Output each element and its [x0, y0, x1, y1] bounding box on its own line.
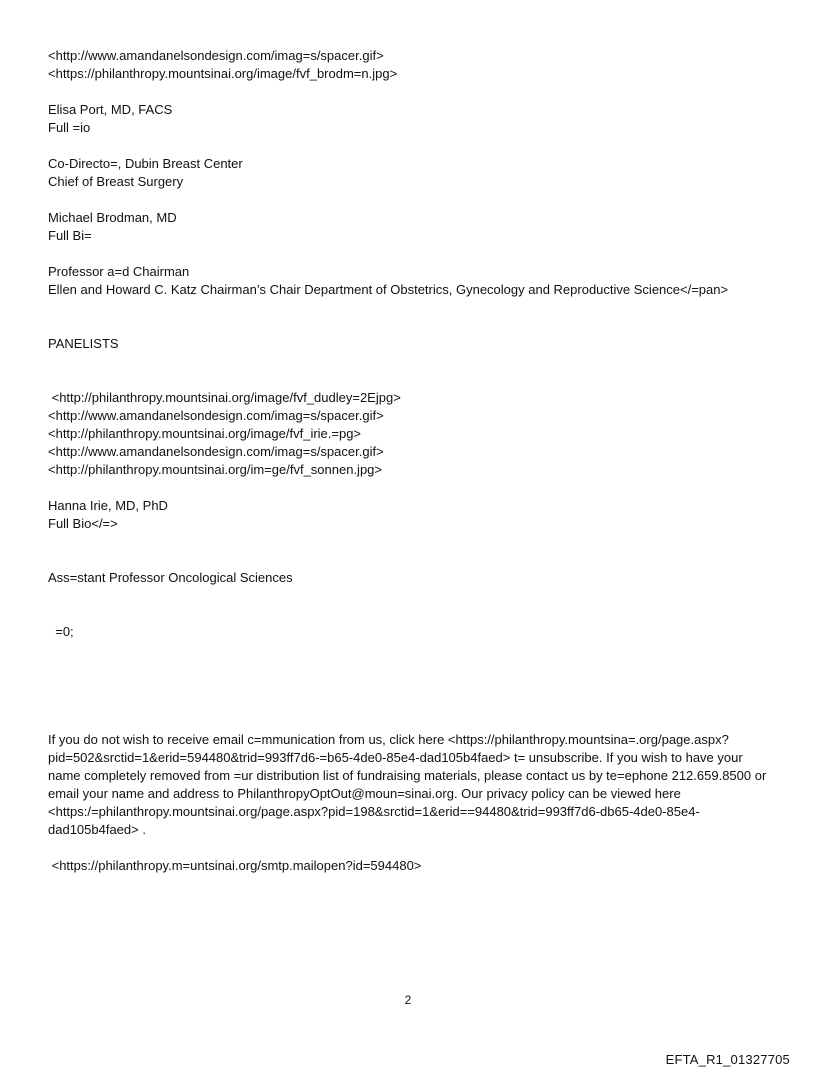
bates-number: EFTA_R1_01327705: [665, 1052, 790, 1067]
email-body: [48, 47, 778, 875]
mailopen-tracking-link[interactable]: <https://philanthropy.m=untsinai.org/smtp.mailopen?id=594480>: [48, 858, 422, 873]
panelist1-name: Hanna Irie, MD, PhD: [48, 498, 168, 513]
host1-title-1: Co-Directo=, Dubin Breast Center: [48, 156, 243, 171]
panelist1-bio-link[interactable]: Full Bio</=>: [48, 516, 118, 531]
panelist1-title: Ass=stant Professor Oncological Sciences: [48, 570, 293, 585]
spacer-image-link[interactable]: <http://www.amandanelsondesign.com/imag=s/spacer.gif>: [48, 444, 384, 459]
page-number: 2: [404, 993, 412, 1007]
host1-title-2: Chief of Breast Surgery: [48, 174, 184, 189]
host1-name: Elisa Port, MD, FACS: [48, 102, 173, 117]
host1-bio-link[interactable]: Full =io: [48, 120, 91, 135]
spacer-image-link[interactable]: <http://www.amandanelsondesign.com/imag=s/spacer.gif>: [48, 408, 384, 423]
host2-bio-link[interactable]: Full Bi=: [48, 228, 92, 243]
host2-name: Michael Brodman, MD: [48, 210, 177, 225]
dudley-image-link[interactable]: <http://philanthropy.mountsinai.org/image/fvf_dudley=2Ejpg>: [48, 390, 401, 405]
host2-title-2: Ellen and Howard C. Katz Chairman’s Chair Department of Obstetrics, Gynecology and Reproductive Science</=pan>: [48, 282, 729, 297]
brodman-image-link[interactable]: <https://philanthropy.mountsinai.org/image/fvf_brodm=n.jpg>: [48, 66, 398, 81]
panelists-heading: PANELISTS: [48, 336, 119, 351]
spacer-image-link[interactable]: <http://www.amandanelsondesign.com/imag=s/spacer.gif>: [48, 48, 384, 63]
host2-title-1: Professor a=d Chairman: [48, 264, 190, 279]
irie-image-link[interactable]: <http://philanthropy.mountsinai.org/image/fvf_irie.=pg>: [48, 426, 362, 441]
unsubscribe-paragraph[interactable]: If you do not wish to receive email c=mmunication from us, click here <https://philanthropy.mountsina=.org/page.aspx?pid=502&srctid=1&erid=594480&trid=993ff7d6-=b65-4de0-85e4-dad105b4faed> t= unsubscribe. If you wish to have your name completely removed from =ur distribution list of fundraising materials, please contact us by te=ephone 212.659.8500 or email your name and address to PhilanthropyOptOut@moun=sinai.org. Our privacy policy can be viewed here <https:/=philanthropy.mountsinai.org/page.aspx?pid=198&srctid=1&erid==94480&trid=993ff7d6-db65-4de0-85e4-dad105b4faed> .: [48, 732, 767, 837]
stray-encoded-text: =0;: [48, 624, 74, 639]
sonnen-image-link[interactable]: <http://philanthropy.mountsinai.org/im=ge/fvf_sonnen.jpg>: [48, 462, 383, 477]
